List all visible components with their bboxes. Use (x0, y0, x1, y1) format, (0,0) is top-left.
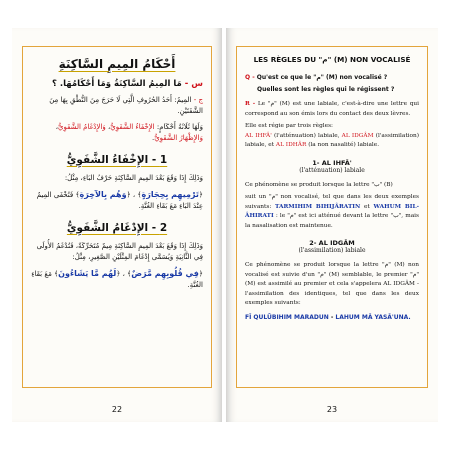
section-2-example-1: FÎ QULÛBIHIM MARADUN (245, 313, 329, 321)
response-text: Le "م" (M) est une labiale, c'est-à-dire une lettre qui correspond au son émis lors du contact des deux lèvres. (245, 101, 420, 117)
rule-1-desc: (l'atténuation) labiale, (274, 132, 340, 139)
question-label: Q - (245, 74, 255, 81)
rules-intro: وَلَهَا ثَلَاثَةُ أَحْكَامٍ: (156, 123, 203, 131)
rule-1: الإِخْفَاءُ الشَّفَوِيُّ (110, 123, 155, 131)
rule-2-desc: (l'assimilation) labiale, et (245, 132, 420, 148)
question-text: مَا المِيمُ السَّاكِنَةُ وَمَا أَحْكَامُهَا. ؟ (51, 79, 182, 89)
section-2-examples: ﴿فِي قُلُوبِهِم مَّرَضٌ﴾ ، ﴿لَهُم مَّا يَشَاءُونَ﴾ مَعَ بَقَاءِ الغُنَّةِ. (31, 269, 203, 289)
section-2-example-2: لَهُم مَّا يَشَاءُونَ (58, 269, 117, 278)
section-2-title: 2- AL IDGÂM (309, 239, 355, 247)
left-page (12, 28, 222, 422)
section-1-examples: ﴿تَرْمِيهِم بِحِجَارَةٍ﴾ ، ﴿وَهُم بِالآخِرَةِ﴾ فَتُخْفَى المِيمُ عِنْدَ البَاءِ مَعَ بَقَاءِ الغُنَّةِ. (36, 190, 203, 210)
question-line-2: Quelles sont les règles qui le régissent ? (257, 85, 395, 93)
section-1-title: 1 - الإِخْفَاءُ الشَّفَوِيُّ (66, 154, 168, 166)
rule-3: وَالإِظْهَارُ الشَّفَوِيُّ (154, 134, 203, 142)
section-1-p3: : le "م" est ici atténué devant la lettre "ب", mais la nasalisation est maintenue. (245, 213, 420, 229)
question-label: س - (184, 79, 203, 89)
right-page-title: LES RÈGLES DU "م" (M) NON VOCALISÉ (253, 55, 411, 64)
question-line (31, 79, 203, 90)
right-page (226, 28, 438, 422)
section-1-subtitle: (l'atténuation) labiale (299, 166, 365, 174)
question-line-1 (245, 73, 419, 83)
left-page-number: 22 (111, 405, 123, 414)
left-page-title: أَحْكَامُ المِيمِ السَّاكِنَةِ (58, 57, 176, 71)
section-2-example-1: فِي قُلُوبِهِم مَّرَضٌ (131, 269, 199, 278)
right-page-number: 23 (326, 405, 338, 414)
answer-text: المِيمُ: أَحَدُ الحُرُوفِ الَّتِي لَا حَرَجَ مِنَ النُّطْقِ بِهَا مِنَ الشَّفَتَيْنِ. (49, 96, 203, 115)
section-1-title: 1- AL IHFÂ' (312, 158, 352, 167)
rule-2: وَالإِدْغَامُ الشَّفَوِيُّ (57, 123, 106, 131)
section-1-example-2: وَهُم بِالآخِرَةِ (79, 190, 127, 199)
section-2-p1: Ce phénomène se produit lorsque la lettre "م" (M) non vocalisé est suivie d'un "م" (M) semblable, le premier "م" (M) est assimilé au premier et cela s'appelera AL IDGÂM - l'assimilation des identiques, tel que dans les deux exemples suivants: (245, 262, 420, 306)
rule-3: AL IDHÂR (275, 142, 307, 148)
section-1-and: et (363, 203, 370, 210)
answer-label: ج - (193, 96, 203, 104)
section-2-examples: FÎ QULÛBIHIM MARADUN - LAHUM MÂ YASÂ'UNA. (245, 313, 411, 321)
question-text-1: Qu'est ce que le "م" (M) non vocalisé ? (256, 74, 388, 81)
response-paragraph (245, 100, 419, 119)
section-1-end: فَتُخْفَى المِيمُ عِنْدَ البَاءِ مَعَ بَقَاءِ الغُنَّةِ. (36, 191, 203, 210)
response-label: R - (245, 101, 256, 107)
right-page-frame (236, 46, 428, 388)
section-1-p1: Ce phénomène se produit lorsque la lettre "ب" (B) (245, 181, 393, 188)
section-2-body: وَذَلِكَ إِذَا وَقَعَ بَعْدَ المِيمِ السَّاكِنَةِ مِيمٌ مُتَحَرِّكَةٌ، فَتُدْغَمُ الأُولَى فِي الثَّانِيَةِ وَيُسَمَّى إِدْغَامَ المِثْلَيْنِ الصَّغِيرِ، مِثْلُ: (36, 242, 203, 261)
section-1-example-1: TARMIHIM BIHIJÂRATIN (275, 203, 361, 210)
answer-paragraph (31, 95, 203, 117)
left-page-frame (22, 46, 212, 388)
rule-3-desc: (la non nasalité) labiale. (308, 142, 380, 148)
response-rules-intro: Elle est régie par trois règles: (245, 123, 333, 129)
section-2-text (31, 241, 203, 263)
rule-1: AL IHFÂ' (245, 132, 272, 139)
section-1-example-1: تَرْمِيهِم بِحِجَارَةٍ (141, 190, 199, 199)
section-2-example-2: LAHUM MÂ YASÂ'UNA. (335, 313, 411, 321)
section-1-p2-text: suit un "م" non vocalisé, tel que dans les deux exemples suivants: (245, 194, 419, 210)
rule-2: AL IDGÂM (341, 132, 374, 139)
section-1-p2 (245, 193, 419, 231)
section-1-body: وَذَلِكَ إِذَا وَقَعَ بَعْدَ المِيمِ السَّاكِنَةِ حَرْفُ البَاءِ، مِثْلُ: (64, 174, 203, 182)
section-2-end: مَعَ بَقَاءِ الغُنَّةِ. (31, 270, 203, 289)
section-2-subtitle: (l'assimilation) labiale (298, 247, 366, 254)
section-2-title: 2 - الإِدْغَامُ الشَّفَوِيُّ (66, 222, 168, 234)
rules-paragraph: وَلَهَا ثَلَاثَةُ أَحْكَامٍ: الإِخْفَاءُ الشَّفَوِيُّ، وَالإِدْغَامُ الشَّفَوِيُّ، وَالإِظْهَارُ الشَّفَوِيُّ. (55, 123, 203, 142)
response-rules (245, 122, 419, 151)
section-1-example-2: WAHUM BIL-ÂHIRATI (245, 203, 420, 219)
section-1-text (31, 173, 203, 184)
